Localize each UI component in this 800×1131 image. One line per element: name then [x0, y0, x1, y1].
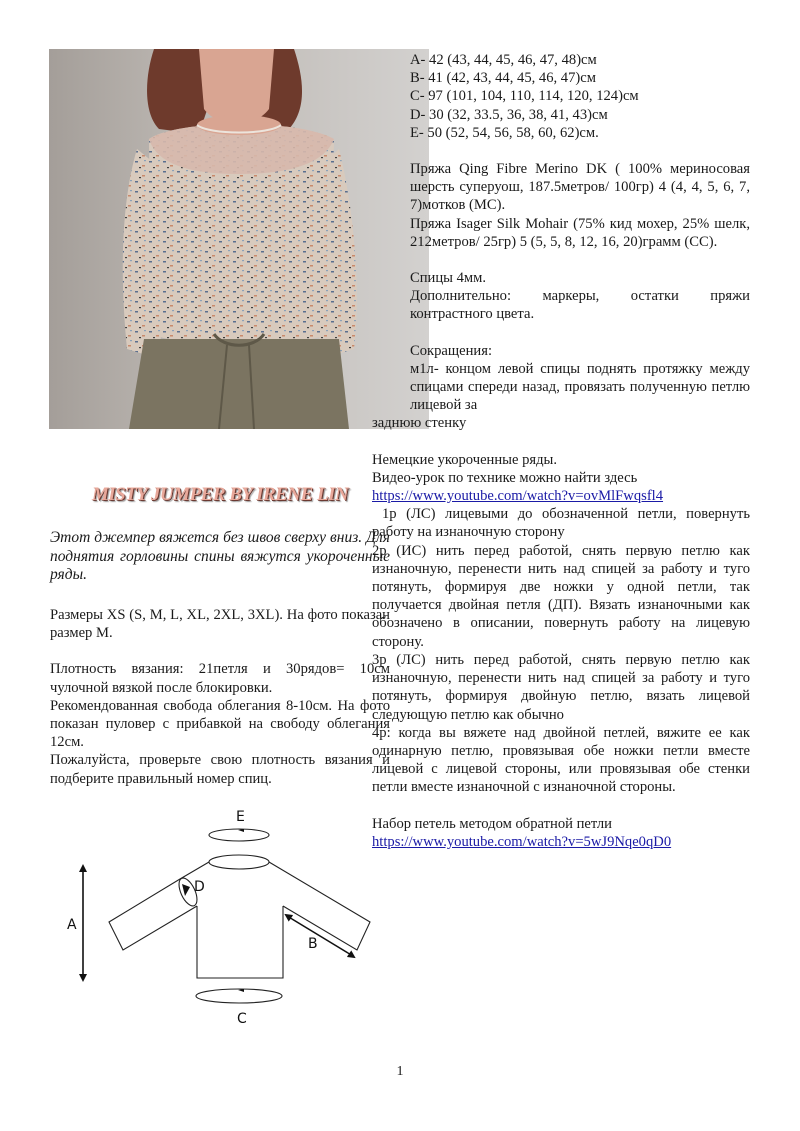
short-row-1: 1р (ЛС) лицевыми до обозначенной петли, повернуть работу на изнаночную сторону [372, 506, 750, 541]
d-arrow-icon [182, 884, 190, 896]
needles: Спицы 4мм. [410, 270, 487, 287]
video-intro: Видео-урок по технике можно найти здесь [372, 469, 638, 486]
label-e: E [236, 809, 245, 825]
german-short-rows-heading: Немецкие укороченные ряды. [372, 451, 557, 468]
left-column [50, 606, 390, 788]
yarn-contrast: Пряжа Isager Silk Mohair (75% кид мохер, 25% шелк, 212метров/ 25гр) 5 (5, 5, 8, 12, 16, 20)грамм (СС). [410, 215, 750, 250]
e-neckline-ellipse [209, 829, 269, 841]
measurement-b: B- 41 (42, 43, 44, 45, 46, 47)см [410, 70, 596, 87]
label-a: A [67, 917, 77, 933]
abbreviation-m1l-tail: заднюю стенку [372, 415, 467, 432]
measurement-c: C- 97 (101, 104, 110, 114, 120, 124)см [410, 88, 639, 105]
label-c: C [237, 1011, 247, 1027]
intro-text: Этот джемпер вяжется без швов сверху вниз. Для поднятия горловины спины вяжутся укороченные ряды. [50, 529, 390, 584]
video-link-cast-on[interactable]: https://www.youtube.com/watch?v=5wJ9Nqe0qD0 [372, 833, 672, 850]
measurement-d: D- 30 (32, 33.5, 36, 38, 41, 43)см [410, 106, 608, 123]
abbreviations-heading: Сокращения: [410, 342, 492, 359]
measurement-e: E- 50 (52, 54, 56, 58, 60, 62)см. [410, 124, 599, 141]
video-link-short-rows[interactable]: https://www.youtube.com/watch?v=ovMlFwqsfl4 [372, 488, 664, 505]
gauge: Плотность вязания: 21петля и 30рядов= 10см чулочной вязкой после блокировки. [50, 661, 390, 696]
ease: Рекомендованная свобода облегания 8-10см. На фото показан пуловер с прибавкой на свободу облегания 12см. [50, 697, 390, 751]
cast-on-text: Набор петель методом обратной петли [372, 815, 612, 832]
yarn-main: Пряжа Qing Fibre Merino DK ( 100% мериносовая шерсть суперуош, 187.5метров/ 100гр) 4 (4, 4, 5, 6, 7, 7)мотков (МС). [410, 161, 750, 214]
page-number: 1 [396, 1064, 404, 1079]
label-b: B [308, 936, 318, 952]
short-row-4: 4р: когда вы вяжете над двойной петлей, вяжите ее как одинарную петлю, провязывая обе ножки петли вместе лицевой с лицевой стороны, или провязывая обе стенки петли вместе изнаночной с изнаночной стороны. [372, 724, 750, 796]
notions: Дополнительно: маркеры, остатки пряжи контрастного цвета. [410, 288, 750, 323]
short-row-3: 3р (ЛС) нить перед работой, снять первую петлю как изнаночную, перенести нить над спицей за работу и туго потянуть, формируя двойную петлю, вязать лицевой следующую петлю как обычно [372, 651, 750, 723]
short-row-2: 2р (ИС) нить перед работой, снять первую петлю как изнаночную, перенести нить над спицей за работу и туго потянуть, формируя две ножки у одной петли, так получается двойная петля (ДП). Вязать изнаночными как обозначено в описании, повернуть работу на лицевую сторону. [372, 542, 750, 650]
sizes: Размеры XS (S, M, L, XL, 2XL, 3XL). На фото показан размер M. [50, 607, 390, 642]
abbreviation-m1l: м1л- концом левой спицы поднять протяжку между спицами спереди назад, провязать полученную петлю лицевой за [410, 360, 750, 414]
pattern-title: MISTY JUMPER BY IRENE LIN [91, 484, 349, 505]
label-d: D [194, 879, 205, 895]
sweater-schematic [0, 800, 400, 1040]
measurement-a: A- 42 (43, 44, 45, 46, 47, 48)см [410, 52, 597, 68]
photo-illustration [49, 49, 429, 429]
right-column [372, 51, 750, 851]
gauge-note: Пожалуйста, проверьте свою плотность вязания и подберите правильный номер спиц. [50, 752, 390, 787]
sweater-photo [49, 49, 429, 429]
